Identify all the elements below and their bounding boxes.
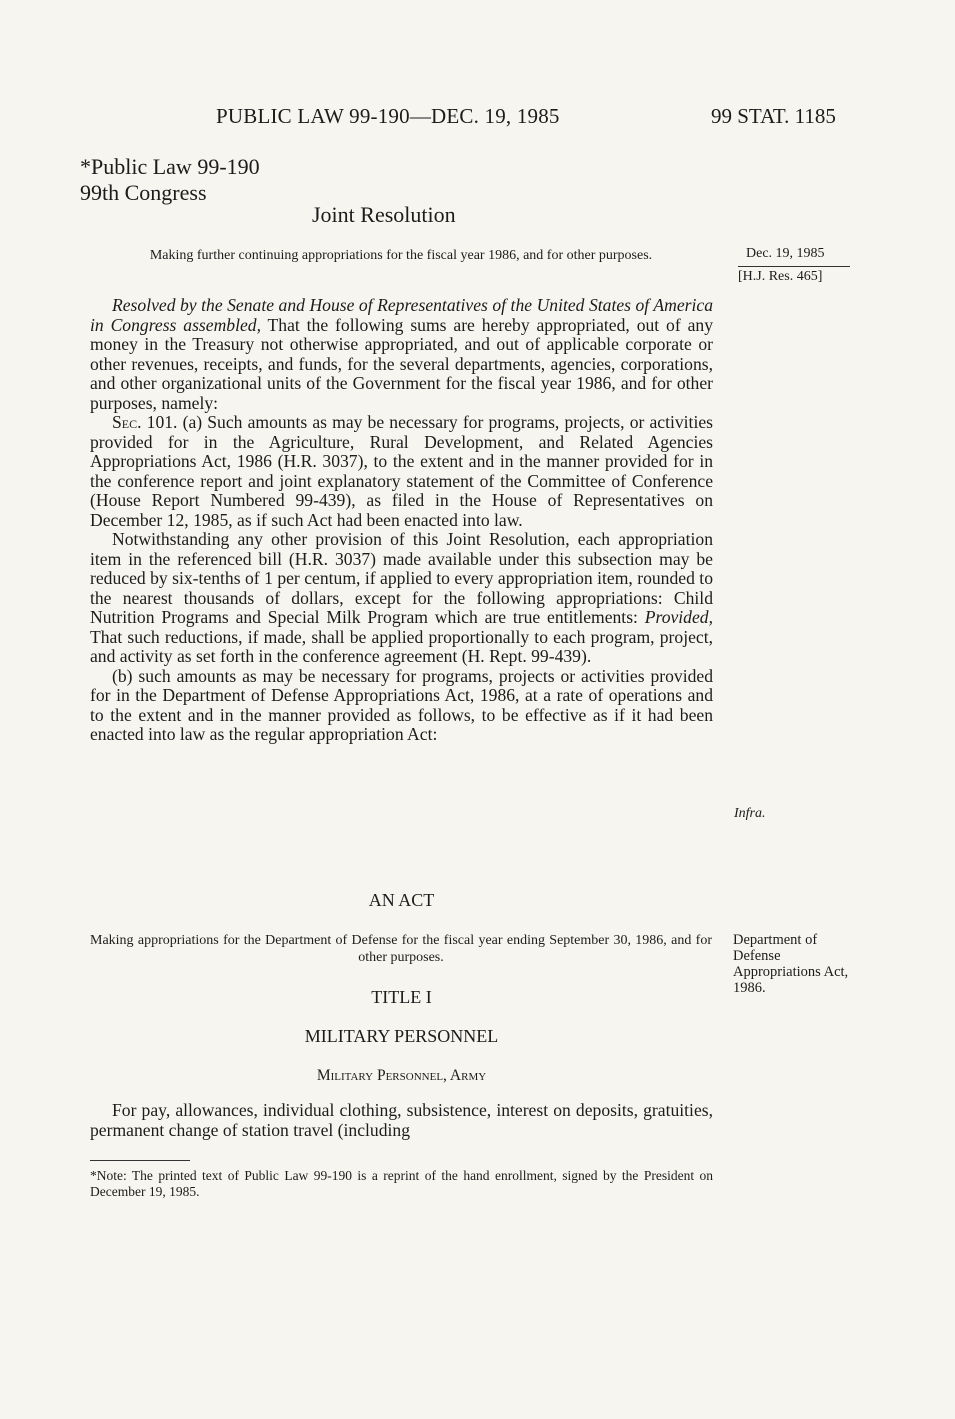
stat-page-reference: 99 STAT. 1185	[711, 104, 836, 128]
congress-label: 99th Congress	[80, 180, 207, 205]
joint-resolution-title: Joint Resolution	[312, 202, 456, 227]
notwithstanding-paragraph	[90, 530, 713, 667]
resolved-clause	[90, 296, 713, 413]
sec-101-a	[90, 413, 713, 530]
notwithstanding-proviso: That such reductions, if made, shall be applied proportionally to each program, project, and activity as set forth in the conference agreement (H. Rept. 99-439).	[90, 626, 713, 666]
an-act-heading: AN ACT	[368, 890, 435, 910]
public-law-number: *Public Law 99-190	[80, 154, 260, 179]
margin-infra: Infra.	[734, 806, 766, 821]
resolution-summary: Making further continuing appropriations for the fiscal year 1986, and for other purposes.	[149, 248, 653, 263]
notwithstanding-text: Notwithstanding any other provision of this Joint Resolution, each appropriation item in the referenced bill (H.R. 3037) made available under this subsection may be reduced by six-tenths of 1 per centum, if applied to every appropriation item, rounded to the nearest thousands of dollars, except for the following appropriations: Child Nutrition Programs and Special Milk Program which are true entitlements:	[90, 529, 713, 627]
section-label: Sec. 101.	[112, 412, 178, 432]
footnote-rule	[90, 1160, 190, 1161]
pay-paragraph	[90, 1101, 713, 1140]
footnote: *Note: The printed text of Public Law 99-190 is a reprint of the hand enrollment, signed by the President on December 19, 1985.	[90, 1168, 713, 1199]
act-summary: Making appropriations for the Department of Defense for the fiscal year ending September 30, 1986, and for other purposes.	[90, 933, 712, 965]
title-heading: TITLE I	[371, 987, 432, 1007]
public-law-heading	[80, 154, 260, 206]
resolved-text: That the following sums are hereby appropriated, out of any money in the Treasury not otherwise appropriated, and out of applicable corporate or other revenues, receipts, and funds, for the several departments, agencies, corporations, and other organizational units of the Government for the fiscal year 1986, and for other purposes, namely:	[90, 314, 713, 413]
sec-101-a-text: (a) Such amounts as may be necessary for programs, projects, or activities provided for in the Agriculture, Rural Development, and Related Agencies Appropriations Act, 1986 (H.R. 3037), to the extent and in the manner provided for in the conference report and joint explanatory statement of the Committee of Conference (House Report Numbered 99-439), as filed in the House of Representatives on December 12, 1985, as if such Act had been enacted into law.	[90, 412, 713, 530]
resolution-body	[90, 296, 713, 745]
resolved-enacting-phrase: Resolved by the Senate and House of Representatives of the United States of America in Congress assembled,	[90, 295, 713, 335]
running-header: PUBLIC LAW 99-190—DEC. 19, 1985	[216, 104, 560, 128]
provided-phrase: Provided,	[644, 607, 713, 627]
margin-dod-act: Department of Defense Appropriations Act, 1986.	[733, 932, 849, 996]
pay-text: For pay, allowances, individual clothing, subsistence, interest on deposits, gratuities, permanent change of station travel (including	[90, 1100, 713, 1140]
margin-hj-res: [H.J. Res. 465]	[738, 266, 850, 285]
military-personnel-heading: MILITARY PERSONNEL	[304, 1026, 499, 1046]
margin-date: Dec. 19, 1985	[746, 246, 825, 261]
sec-101-b: (b) such amounts as may be necessary for programs, projects or activities provided for in the Department of Defense Appropriations Act, 1986, at a rate of operations and to the extent and in the manner provided as follows, to be effective as if it had been enacted into law as the regular appropriation Act:	[90, 665, 713, 744]
army-subheading: Military Personnel, Army	[316, 1067, 487, 1084]
